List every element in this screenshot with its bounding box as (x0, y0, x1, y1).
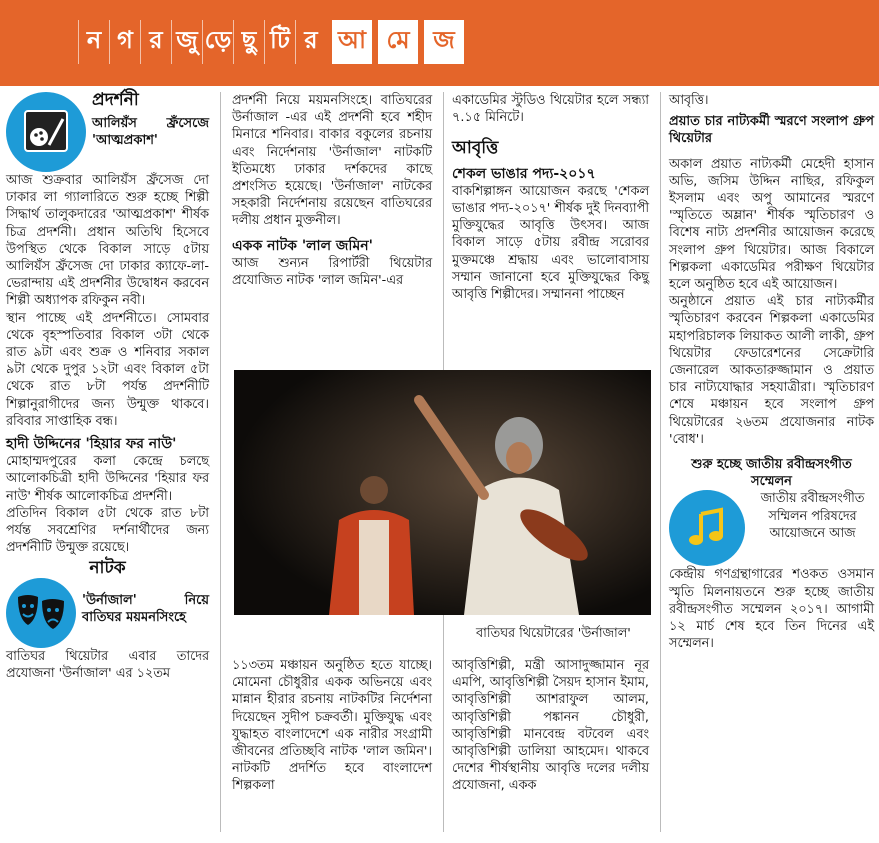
banner-boxed-char: জ (424, 20, 464, 64)
alliance-body: আজ শুক্রবার আলিয়ঁস ফ্রঁসেজ দো ঢাকার লা গ্যালারিতে শুরু হচ্ছে শিল্পী সিদ্ধার্থ তালুকদারের 'আত্মপ্রকাশ' শীর্ষক চিত্র প্রদর্শনী। প্রধান অতিথি হিসেবে উপস্থিত থেকে বিকাল সাড়ে ৫টায় আলিয়ঁস ফ্রঁসেজ দো ঢাকার ক্যাফে-লা-ভেরান্দায় এই প্রদর্শনীর উদ্বোধন করবেন শিল্পী অধ্যাপক রফিকুন নবী। (6, 173, 209, 309)
urnajal-header (6, 578, 209, 648)
banner-char: গ (109, 20, 140, 64)
column-3 (452, 92, 649, 303)
recitation-body-end: আবৃত্তি। (669, 93, 709, 108)
hadi-title: হাদী উদ্দিনের 'হিয়ার ফর নাউ' (6, 436, 177, 453)
palette-icon (6, 92, 86, 172)
column-1 (6, 92, 209, 682)
banner-title (78, 20, 464, 64)
rabindra-header (669, 490, 874, 566)
banner-char: ছু (233, 20, 264, 64)
solo-drama-venue: একাডেমির স্টুডিও থিয়েটার হলে সন্ধ্যা ৭.১৫ মিনিটে। (452, 93, 649, 126)
banner-char: টি (264, 20, 295, 64)
shekol-body-cont: আবৃত্তিশিল্পী, মন্ত্রী আসাদুজ্জামান নূর এমপি, আবৃত্তিশিল্পী সৈয়দ হাসান ইমাম, আবৃত্তিশিল্পী আশরাফুল আলম, আবৃত্তিশিল্পী পঙ্কানন চৌধুরী, আবৃত্তিশিল্পী মানবেন্দ্র বটবেল এবং আবৃত্তিশিল্পী ডালিয়া আহমেদ। থাকবে দেশের শীর্ষস্থানীয় আবৃত্তি দলের দলীয় প্রযোজনা, একক (452, 658, 649, 794)
banner-char: ড়ে (202, 20, 233, 64)
column-4 (669, 92, 874, 652)
solo-drama-title: একক নাটক 'লাল জমিন' (232, 237, 373, 254)
drama-title: নাটক (89, 558, 126, 579)
banner-char: ন (78, 20, 109, 64)
alliance-body: স্থান পাচ্ছে এই প্রদর্শনীতে। সোমবার থেকে বৃহস্পতিবার বিকাল ৩টা থেকে রাত ৯টা এবং শুক্র ও শনিবার সকাল ৯টা থেকে দুপুর ১২টা এবং বিকাল ৫টা থেকে রাত ৮টা পর্যন্ত প্রদর্শনীটি শিল্পানুরাগীদের জন্য উন্মুক্ত থাকবে। রবিবার সাপ্তাহিক বন্ধ। (6, 310, 209, 429)
banner-boxed-char: মে (378, 20, 418, 64)
urnajal-title: 'উর্নাজাল' নিয়ে বাতিঘর ময়মনসিংহে (82, 592, 209, 625)
exhibition-title: প্রদর্শনী (92, 90, 139, 110)
rabindra-side: জাতীয় রবীন্দ্রসংগীত সম্মিলন পরিষদের আয়োজনে আজ (760, 491, 865, 541)
music-note-icon (669, 490, 745, 566)
column-divider (660, 92, 661, 832)
recitation-title: আবৃত্তি (452, 138, 499, 159)
exhibition-header (6, 92, 209, 172)
urnajal-body: বাতিঘর থিয়েটার এবার তাদের প্রযোজনা 'উর্নাজাল' এর ১২তম (6, 648, 209, 681)
shekol-title: শেকল ভাঙার পদ্য-২০১৭ (452, 165, 596, 182)
solo-drama-body: আজ শুন্যন রিপার্টরী থিয়েটার প্রযোজিত নাটক 'লাল জমিন'-এর (232, 255, 432, 289)
solo-drama-body-cont: ১১৩তম মঞ্চায়ন অনুষ্ঠিত হতে যাচ্ছে। মোমেনা চৌধুরীর একক অভিনয়ে এবং মান্নান হীরার রচনায় নাটকটির নির্দেশনা দিয়েছেন সুদীপ চক্রবর্তী। মুক্তিযুদ্ধ এবং যুদ্ধাহত বাংলাদেশে এক নারীর সংগ্রামী জীবনের প্রতিচ্ছবি নাটক 'লাল জমিন'। নাটকটি প্রদর্শিত হবে বাংলাদেশ শিল্পকলা (232, 658, 432, 794)
urnajal-body-cont: প্রদর্শনী নিয়ে ময়মনসিংহে। বাতিঘরের উর্নাজাল -এর এই প্রদর্শনী হবে শহীদ মিনারে শনিবার। বাকার বকুলের রচনায় এবং নির্দেশনায় 'উর্নাজাল' নাটকটি ইতিমধ্যে ঢাকার দর্শকদের কাছে প্রশংসিত হয়েছে। 'উর্নাজাল' নাটকের সহকারী নির্দেশনায় রয়েছেন বাতিঘরের দলীয় প্রধান মুক্তনীল। (232, 93, 432, 229)
theatre-masks-icon (6, 578, 76, 648)
banner-char: র (295, 20, 326, 64)
photo-caption: বাতিঘর থিয়েটারের 'উর্নাজাল' (476, 626, 631, 641)
memorial-body: অকাল প্রয়াত নাট্যকর্মী মেহেদী হাসান অভি, জসিম উদ্দিন নাছির, রফিকুল ইসলাম এবং অপু আমানের স্মরণে 'স্মৃতিতে অম্লান' শীর্ষক স্মৃতিচারণ ও বিশেষ নাট্য প্রদর্শনীর আয়োজন করেছে সংলাপ গ্রুপ থিয়েটার। আজ বিকালে শিল্পকলা একাডেমির পরীক্ষণ থিয়েটার হলে অনুষ্ঠিত হবে এই আয়োজন। (669, 156, 874, 293)
rabindra-body: কেন্দ্রীয় গণগ্রন্থাগারের শওকত ওসমান স্মৃতি মিলনায়তনে শুরু হচ্ছে জাতীয় রবীন্দ্রসংগীত সম্মেলন ২০১৭। আগামী ১২ মার্চ শেষ হবে তিন দিনের এই সম্মেলন। (669, 567, 874, 652)
column-divider (220, 92, 221, 832)
column-2-bottom (232, 657, 432, 795)
memorial-title: প্রয়াত চার নাট্যকর্মী স্মরণে সংলাপ গ্রুপ থিয়েটার (669, 114, 874, 147)
column-2 (232, 92, 432, 289)
banner-boxed-char: আ (332, 20, 372, 64)
theatre-photo (234, 370, 651, 615)
shekol-body: বাকশিল্পাঙ্গন আয়োজন করছে 'শেকল ভাঙার পদ্য-২০১৭' শীর্ষক দুই দিনব্যাপী মুক্তিযুদ্ধের আবৃত্তি উৎসব। আজ বিকাল সাড়ে ৫টায় রবীন্দ্র সরোবর মুক্তমঞ্চে শ্রদ্ধায় এবং ভালোবাসায় সম্মান জানানো হবে মুক্তিযুদ্ধের কিছু আবৃত্তি শিল্পীদের। সম্মাননা পাচ্ছেন (452, 183, 649, 303)
hadi-body: মোহাম্মদপুরের কলা কেন্দ্রে চলছে আলোকচিত্রী হাদী উদ্দিনের 'হিয়ার ফর নাউ' শীর্ষক আলোকচিত্র প্রদর্শনী। (6, 454, 209, 504)
alliance-title: আলিয়ঁস ফ্রঁসেজে 'আত্মপ্রকাশ' (92, 116, 209, 149)
rabindra-title: শুরু হচ্ছে জাতীয় রবীন্দ্রসংগীত সম্মেলন (691, 457, 852, 490)
banner-char: জু (171, 20, 202, 64)
hadi-body: প্রতিদিন বিকাল ৫টা থেকে রাত ৮টা পর্যন্ত সবশ্রেণির দর্শনার্থীদের জন্য প্রদর্শনীটি উন্মুক্ত রয়েছে। (6, 505, 209, 556)
memorial-body: অনুষ্ঠানে প্রয়াত এই চার নাট্যকর্মীর স্মৃতিচারণ করবেন শিল্পকলা একাডেমির মহাপরিচালক লিয়াকত আলী লাকী, গ্রুপ থিয়েটার ফেডারেশনের সেক্রেটারি জেনারেল আকতারুজ্জামান ও প্রয়াত চার নাট্যযোদ্ধার সহযাত্রীরা। স্মৃতিচারণ শেষে মঞ্চায়ন হবে সংলাপ গ্রুপ থিয়েটারের ২৬তম প্রযোজনার নাটক 'বোধ'। (669, 294, 874, 447)
column-3-bottom (452, 657, 649, 795)
section-banner (0, 0, 879, 86)
banner-char: র (140, 20, 171, 64)
